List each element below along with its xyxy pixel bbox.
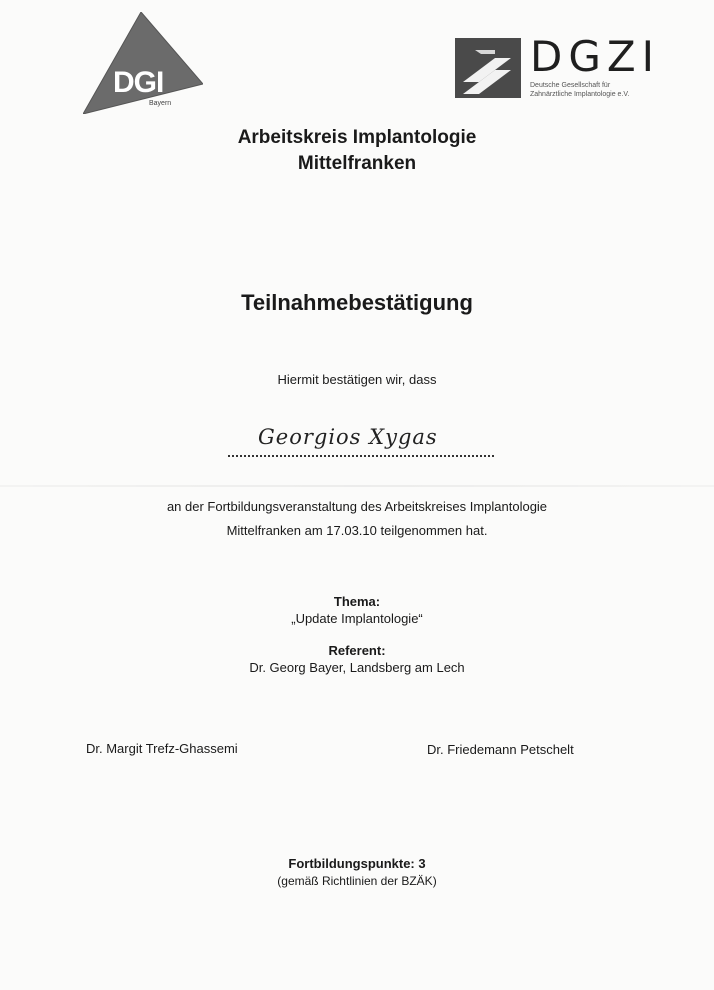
attendance-text xyxy=(0,495,714,543)
dgzi-tagline-1: Deutsche Gesellschaft für xyxy=(530,82,611,89)
certificate-title: Teilnahmebestätigung xyxy=(241,290,473,315)
signatory-left: Dr. Margit Trefz-Ghassemi xyxy=(86,741,238,756)
dgi-logo-subtitle: Bayern xyxy=(149,100,172,107)
paper-fold-line xyxy=(0,485,714,487)
organization-heading xyxy=(0,125,714,177)
dotted-line xyxy=(228,455,494,457)
referent-label: Referent: xyxy=(328,643,386,658)
participant-name: Georgios Xygas xyxy=(258,425,438,449)
dgi-logo xyxy=(83,12,203,114)
organization-line-1: Arbeitskreis Implantologie xyxy=(237,127,477,148)
intro-text: Hiermit bestätigen wir, dass xyxy=(277,372,437,387)
training-points-note: (gemäß Richtlinien der BZÄK) xyxy=(277,874,437,888)
attendance-line-1: an der Fortbildungsveranstaltung des Arbeitskreises Implantologie xyxy=(166,499,548,514)
dgzi-tagline-2: Zahnärztliche Implantologie e.V. xyxy=(530,91,630,98)
dgi-logo-text: DGI xyxy=(113,66,164,99)
dgzi-logo xyxy=(455,32,665,102)
signatory-right: Dr. Friedemann Petschelt xyxy=(427,742,574,757)
dgzi-mark-icon xyxy=(455,38,521,98)
organization-line-2: Mittelfranken xyxy=(297,153,417,174)
participant-name-line xyxy=(228,423,494,463)
dgzi-logo-text: DGZI xyxy=(530,32,661,81)
thema-label: Thema: xyxy=(333,594,381,609)
referent-value: Dr. Georg Bayer, Landsberg am Lech xyxy=(249,660,465,675)
dgzi-tagline xyxy=(530,81,629,99)
dgi-triangle-icon xyxy=(83,12,203,114)
thema-value: „Update Implantologie“ xyxy=(291,611,423,626)
training-points: Fortbildungspunkte: 3 xyxy=(288,856,426,871)
attendance-line-2: Mittelfranken am 17.03.10 teilgenommen hat. xyxy=(226,523,488,538)
